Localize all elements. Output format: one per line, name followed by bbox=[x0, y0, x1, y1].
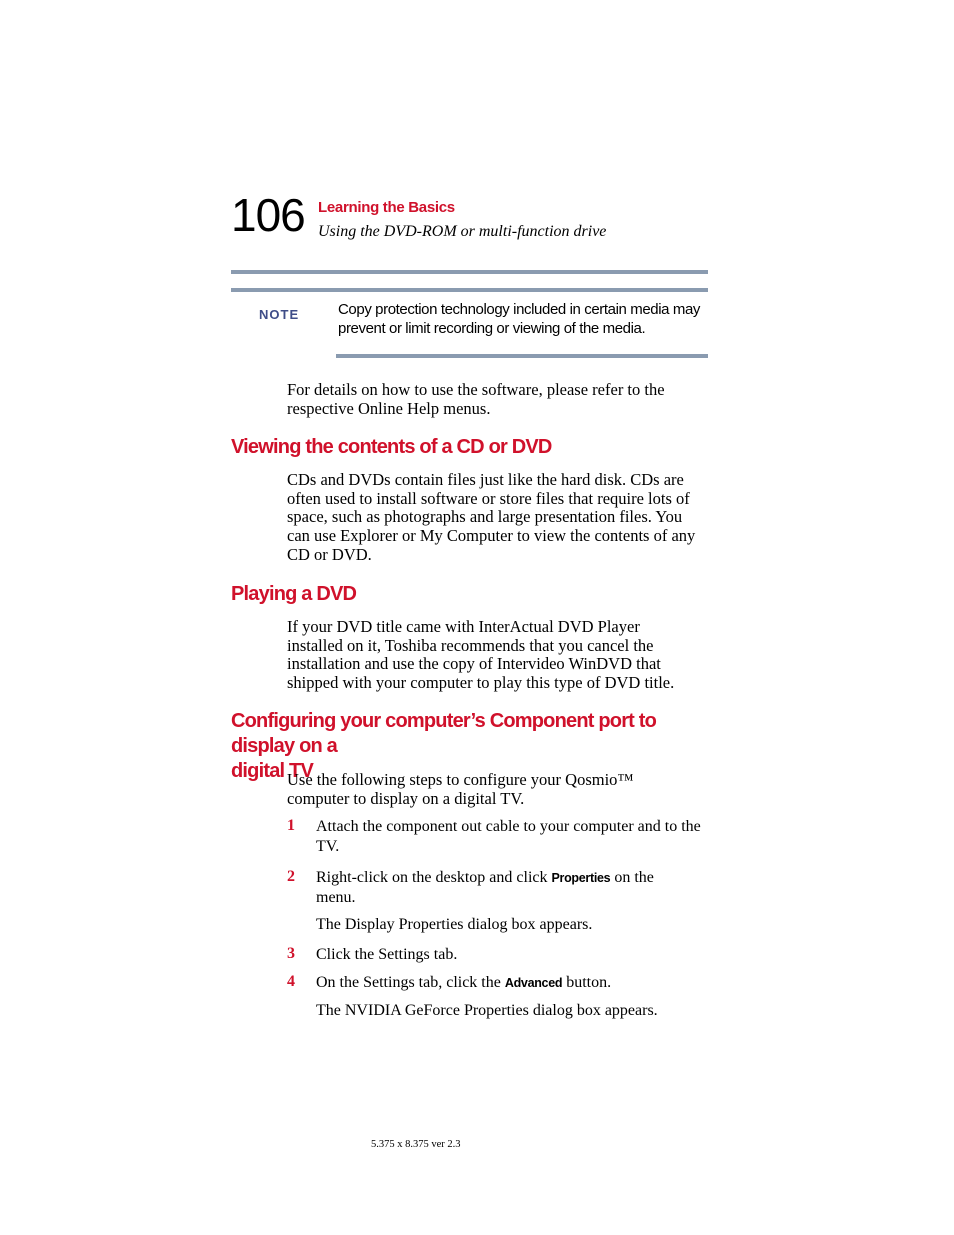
heading-playing: Playing a DVD bbox=[231, 583, 357, 605]
note-bottom-rule bbox=[336, 354, 708, 358]
text-line: CD or DVD. bbox=[287, 544, 372, 564]
note-line: prevent or limit recording or viewing of the media. bbox=[338, 320, 646, 337]
step-text-before: On the Settings tab, click the bbox=[316, 974, 505, 991]
step-number: 1 bbox=[287, 817, 295, 834]
chapter-title: Learning the Basics bbox=[318, 199, 455, 216]
note-label: NOTE bbox=[259, 307, 300, 322]
heading-viewing: Viewing the contents of a CD or DVD bbox=[231, 436, 552, 458]
text-line: often used to install software or store files that require lots of bbox=[287, 488, 690, 508]
step-text bbox=[316, 973, 711, 993]
step-result: The NVIDIA GeForce Properties dialog box appears. bbox=[316, 1002, 658, 1019]
step-text-after: on the bbox=[610, 869, 654, 886]
text-line: menu. bbox=[316, 889, 356, 906]
text-line: can use Explorer or My Computer to view the contents of any bbox=[287, 526, 696, 546]
page-footer: 5.375 x 8.375 ver 2.3 bbox=[371, 1139, 461, 1150]
intro-paragraph bbox=[287, 381, 712, 418]
ui-term-advanced: Advanced bbox=[504, 976, 563, 990]
playing-paragraph bbox=[287, 618, 712, 693]
heading-line: digital TV bbox=[231, 760, 314, 782]
text-line: For details on how to use the software, please refer to the bbox=[287, 380, 665, 399]
configuring-intro bbox=[287, 771, 712, 808]
note-line: Copy protection technology included in certain media may bbox=[338, 301, 700, 318]
text-line: Attach the component out cable to your computer and to the bbox=[316, 818, 701, 835]
text-line: CDs and DVDs contain files just like the hard disk. CDs are bbox=[287, 470, 684, 489]
text-line: installation and use the copy of Intervideo WinDVD that bbox=[287, 654, 661, 674]
ui-term-properties: Properties bbox=[551, 871, 611, 885]
note-top-rule bbox=[231, 288, 708, 292]
note-text bbox=[338, 300, 708, 338]
step-text-before: Right-click on the desktop and click bbox=[316, 869, 552, 886]
step-text bbox=[316, 868, 711, 908]
step-number: 2 bbox=[287, 868, 295, 885]
text-line: Use the following steps to configure your Qosmio™ bbox=[287, 770, 634, 789]
text-line: installed on it, Toshiba recommends that you cancel the bbox=[287, 635, 654, 655]
step-text-after: button. bbox=[562, 974, 612, 991]
text-line: space, such as photographs and large presentation files. You bbox=[287, 507, 683, 527]
step-number: 4 bbox=[287, 973, 295, 990]
step-number: 3 bbox=[287, 945, 295, 962]
text-line bbox=[316, 868, 711, 888]
step-text: Click the Settings tab. bbox=[316, 946, 458, 963]
text-line: computer to display on a digital TV. bbox=[287, 788, 525, 808]
page-number: 106 bbox=[231, 189, 305, 241]
text-line: If your DVD title came with InterActual DVD Player bbox=[287, 617, 640, 636]
step-result: The Display Properties dialog box appears. bbox=[316, 916, 593, 933]
viewing-paragraph bbox=[287, 471, 712, 565]
header-rule bbox=[231, 270, 708, 274]
text-line: shipped with your computer to play this type of DVD title. bbox=[287, 673, 675, 693]
heading-line: Configuring your computer’s Component port to display on a bbox=[231, 710, 657, 757]
step-text bbox=[316, 817, 711, 857]
section-subtitle: Using the DVD-ROM or multi-function drive bbox=[318, 223, 607, 240]
text-line: respective Online Help menus. bbox=[287, 398, 491, 418]
text-line: TV. bbox=[316, 838, 340, 855]
